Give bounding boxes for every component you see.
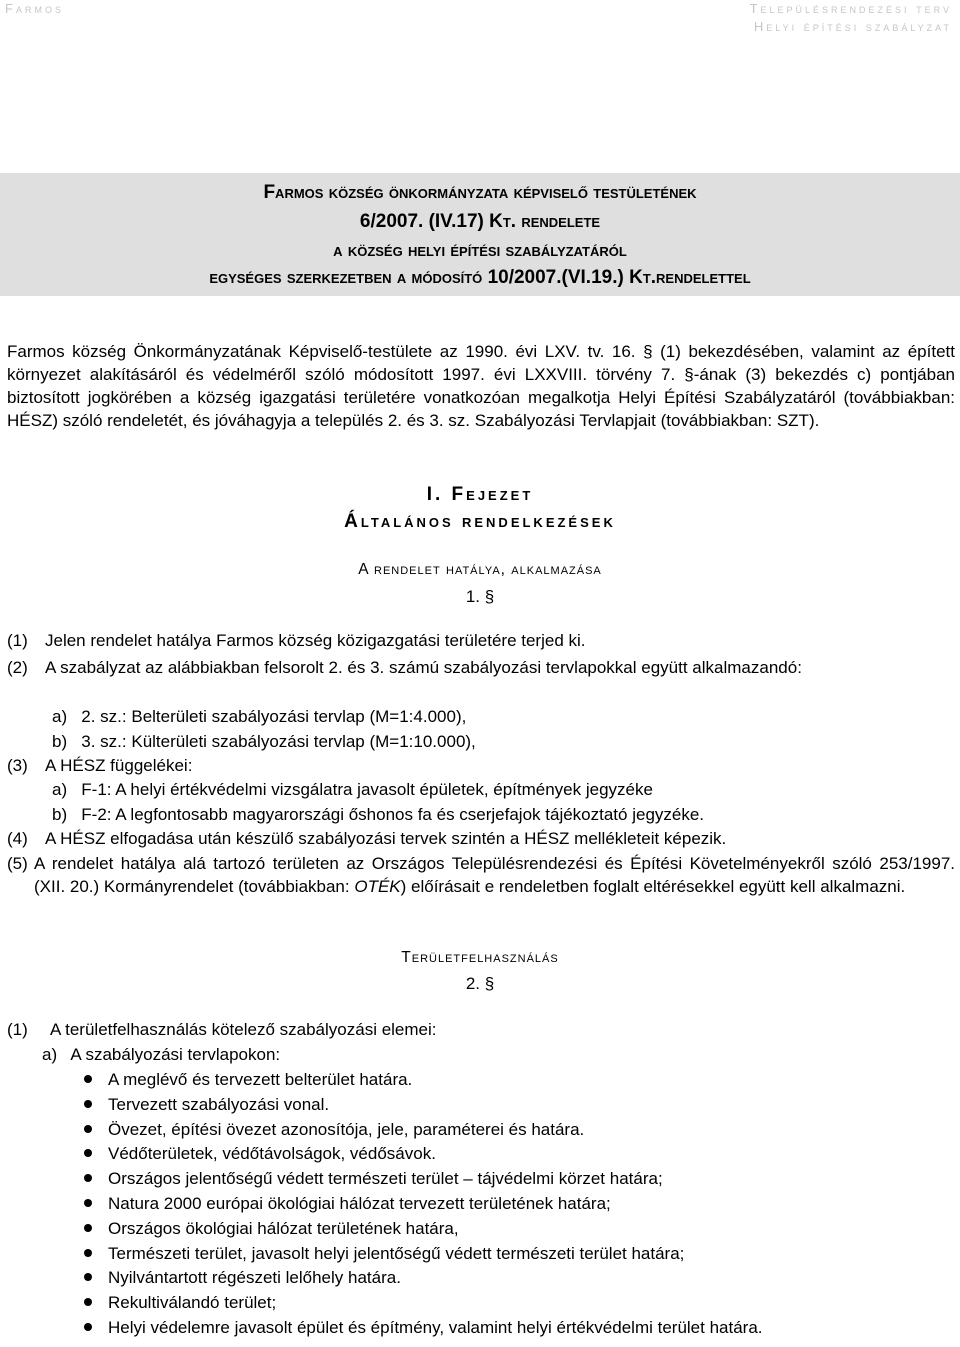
s1-p1-num: (1) bbox=[7, 631, 28, 650]
s1-p5-num: (5) bbox=[7, 854, 28, 873]
s1-p5-text-after: ) előírásait e rendeletben foglalt eltérésekkel együtt kell alkalmazni. bbox=[400, 877, 906, 896]
bullet-dot bbox=[84, 1249, 92, 1257]
bullet-dot bbox=[84, 1100, 92, 1108]
bullet-dot bbox=[84, 1273, 92, 1281]
chapter-number: I. Fejezet bbox=[426, 484, 534, 505]
s1-p3-text: A HÉSZ függelékei: bbox=[45, 756, 193, 775]
list-item: Védőterületek, védőtávolságok, védősávok. bbox=[108, 1144, 436, 1163]
s1-p4-num: (4) bbox=[7, 829, 28, 848]
s1-p2-text: A szabályzat az alábbiakban felsorolt 2. és 3. számú szabályozási tervlapokkal együtt alkalmazandó: bbox=[45, 658, 802, 677]
s1-p3-num: (3) bbox=[7, 756, 28, 775]
header-right-line1: Településrendezési terv bbox=[749, 1, 952, 16]
title-line-2: 6/2007. (IV.17) Kt. rendelete bbox=[359, 211, 601, 232]
list-item: Helyi védelemre javasolt épület és építmény, valamint helyi értékvédelmi terület határa. bbox=[108, 1318, 763, 1337]
s1-p2-num: (2) bbox=[7, 658, 28, 677]
section1-heading: A rendelet hatálya, alkalmazása bbox=[358, 561, 602, 578]
s2-p1-a: a) A szabályozási tervlapokon: bbox=[42, 1045, 281, 1064]
s2-p1-text: A területfelhasználás kötelező szabályozási elemei: bbox=[50, 1020, 437, 1039]
list-item: Országos jelentőségű védett természeti terület – tájvédelmi körzet határa; bbox=[108, 1169, 663, 1188]
bullet-dot bbox=[84, 1125, 92, 1133]
s1-p3-a: a) F-1: A helyi értékvédelmi vizsgálatra javasolt épületek, építmények jegyzéke bbox=[52, 780, 653, 799]
s1-p1-text: Jelen rendelet hatálya Farmos község közigazgatási területére terjed ki. bbox=[45, 631, 586, 650]
bullet-dot bbox=[84, 1323, 92, 1331]
preamble-paragraph: Farmos község Önkormányzatának Képviselő-testülete az 1990. évi LXV. tv. 16. § (1) bekezdésében, valamint az épített környezet alakításáról és védelméről szóló módosított 1997. évi LXXVIII. törvény 7. §-ának (3) bekezdés c) pontjában biztosított jogkörében a község igazgatási területére vonatkozóan megalkotja Helyi Építési Szabályzatáról (továbbiakban: HÉSZ) szóló rendeletét, és jóváhagyja a település 2. és 3. sz. Szabályozási Tervlapjait (továbbiakban: SZT). bbox=[7, 342, 955, 430]
section2-number: 2. § bbox=[465, 974, 495, 993]
s1-p5-italic: OTÉK bbox=[354, 877, 401, 896]
s1-p5-text-before: A rendelet hatálya alá tartozó területen az Országos Településrendezési és Építési Követelményekről szóló 253/1997. (XII. 20.) Kormányrendelet (továbbiakban: bbox=[34, 854, 955, 896]
list-item: Nyilvántartott régészeti lelőhely határa. bbox=[108, 1268, 401, 1287]
header-left: Farmos bbox=[5, 1, 64, 16]
s1-p4-text: A HÉSZ elfogadása után készülő szabályozási tervek szintén a HÉSZ mellékleteit képezik. bbox=[45, 829, 727, 848]
list-item: Természeti terület, javasolt helyi jelentőségű védett természeti terület határa; bbox=[108, 1244, 685, 1263]
bullet-dot bbox=[84, 1149, 92, 1157]
list-item: Tervezett szabályozási vonal. bbox=[108, 1095, 330, 1114]
s1-p2-b: b) 3. sz.: Külterületi szabályozási tervlap (M=1:10.000), bbox=[52, 732, 476, 751]
s1-p3-b: b) F-2: A legfontosabb magyarországi őshonos fa és cserjefajok tájékoztató jegyzéke. bbox=[52, 805, 705, 824]
list-item: Övezet, építési övezet azonosítója, jele, paraméterei és határa. bbox=[108, 1120, 585, 1139]
header-right bbox=[750, 0, 952, 36]
title-line-4: egységes szerkezetben a módosító 10/2007.(VI.19.) Kt.rendelettel bbox=[209, 267, 751, 288]
list-item: Rekultiválandó terület; bbox=[108, 1293, 277, 1312]
bullet-dot bbox=[84, 1199, 92, 1207]
bullet-dot bbox=[84, 1298, 92, 1306]
section2-heading: Területfelhasználás bbox=[401, 949, 559, 966]
s1-p2-a: a) 2. sz.: Belterületi szabályozási tervlap (M=1:4.000), bbox=[52, 707, 467, 726]
chapter-title: Általános rendelkezések bbox=[344, 511, 616, 532]
s2-p1-num: (1) bbox=[7, 1020, 28, 1039]
s1-p5-text bbox=[34, 852, 955, 898]
header-right-line2: Helyi építési szabályzat bbox=[753, 19, 952, 34]
bullet-dot bbox=[84, 1174, 92, 1182]
list-item: A meglévő és tervezett belterület határa. bbox=[108, 1070, 413, 1089]
list-item: Országos ökológiai hálózat területének határa, bbox=[108, 1219, 459, 1238]
bullet-dot bbox=[84, 1224, 92, 1232]
list-item: Natura 2000 európai ökológiai hálózat tervezett területének határa; bbox=[108, 1194, 611, 1213]
title-line-3: a község helyi építési szabályzatáról bbox=[333, 240, 627, 261]
bullet-dot bbox=[84, 1075, 92, 1083]
title-line-1: Farmos község önkormányzata képviselő testületének bbox=[263, 182, 697, 203]
section1-number: 1. § bbox=[465, 587, 495, 606]
